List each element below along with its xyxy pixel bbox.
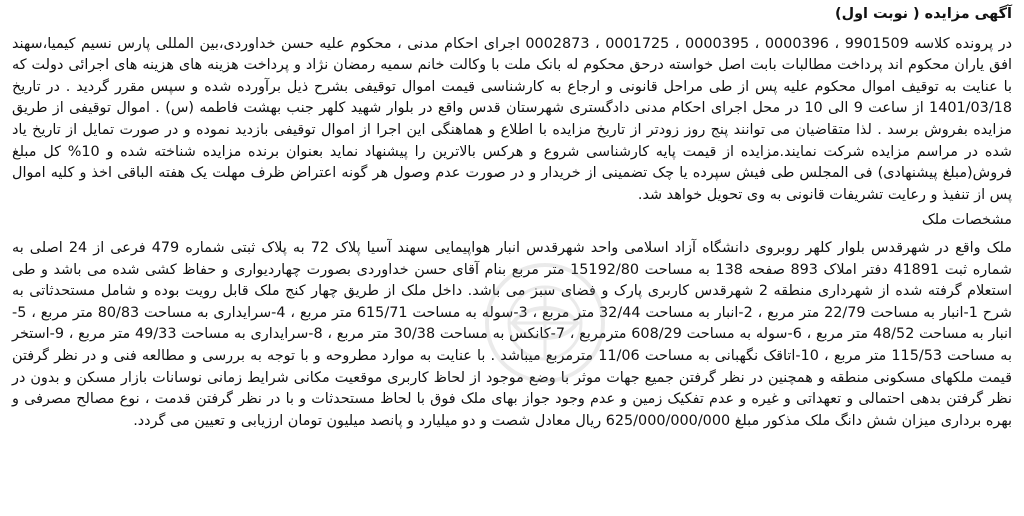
property-specifications-heading: مشخصات ملک [921,212,1012,229]
notice-title: آگهی مزایده ( نوبت اول) [835,6,1012,22]
notice-paragraph-2: ملک واقع در شهرقدس بلوار کلهر روبروی دانشگاه آزاد اسلامی واحد شهرقدس انبار هواپیمایی سهند آسیا پلاک 72 به پلاک ثبتی شماره 479 فرعی از 24 اصلی به شماره ثبت 41891 دفتر املاک 893 صفحه 138 به مساحت 15192/80 متر مربع بنام آقای حسن خداوردی بصورت چهاردیواری و حفاظ کشی شده می باشد و طی استعلام گرفته شده از شهرداری منطقه 2 شهرقدس کاربری پارک و فضای سبز می باشد. داخل ملک از طریق چهار کنج ملک قابل رویت بوده و شامل مستحدثاتی به شرح 1-انبار به مساحت 22/79 متر مربع ، 2-انبار به مساحت 32/44 متر مربع ، 3-سوله به مساحت 615/71 متر مربع ، 4-سرایداری به مساحت 80/83 متر مربع ، 5-انبار به مساحت 48/52 متر مربع ، 6-سوله به مساحت 608/29 مترمربع ، 7-کانکس به مساحت 30/38 متر مربع ، 8-سرایداری به مساحت 49/33 متر مربع ، 9-استخر به مساحت 115/53 متر مربع ، 10-اتاقک نگهبانی به مساحت 11/06 مترمربع میباشد . با عنایت به موارد مطروحه و با توجه به بررسی و مطالعه فنی و در نظر گرفتن قیمت ملکهای مسکونی منطقه و همچنین در نظر گرفتن جمیع جهات موثر با وضع موجود از لحاظ کاربری موقعیت مکانی شرایط زمانی نوسانات بازار مسکن و بدون در نظر گرفتن بدهی احتمالی و تعهداتی و غیره و عدم تفکیک زمین و عدم وجود جواز بهای ملک فوق با لحاظ مستحدثات و با در نظر گرفتن قدمت ، نوع مصالح مصرفی و بهره برداری میزان شش دانگ ملک مذکور مبلغ 625/000/000/000 ریال معادل شصت و دو میلیارد و پانصد میلیون تومان ارزیابی و تعیین می گردد. [12,239,1013,429]
notice-paragraph-1: در پرونده کلاسه 9901509 ، 0000396 ، 0000395 ، 0001725 ، 0002873 اجرای احکام مدنی ، محکوم علیه حسن خداوردی،بین المللی پارس نسیم کیمیا،سهند افق یاران محکوم اند پرداخت مطالبات بابت اصل خواسته درحق محکوم له بانک ملت با وکالت خانم سمیه رمضان نژاد و پرداخت هزینه های هزینه های اجرائی دولت که با عنایت به توقیف اموال محکوم علیه پس از طی مراحل قانونی و ارجاع به کارشناسی قیمت اموال توقیفی بشرح ذیل برآورده شده و سپس مقرر گردید . در تاریخ 1401/03/18 از ساعت 9 الی 10 در محل اجرای احکام مدنی دادگستری شهرستان قدس واقع در بلوار شهید کلهر جنب بهشت فاطمه (س) . اموال توقیفی از طریق مزایده بفروش برسد . لذا متقاضیان می توانند پنج روز زودتر از تاریخ مزایده با اطلاع و هماهنگی این اجرا از اموال توقیفی بازدید نموده و در صورت تمایل از تاریخ یاد شده در مراسم مزایده شرکت نمایند.مزایده از قیمت پایه کارشناسی شروع و هرکس بالاترین را پیشنهاد نماید بعنوان برنده مزایده شناخته شده و 10% کل مبلغ فروش(مبلغ پیشنهادی) فی المجلس طی فیش سپرده یا چک تضمینی از خریدار و در صورت عدم وصول هر گونه اعتراض ظرف مهلت یک هفته الباقی اخذ و کلیه اموال پس از تنفیذ و رعایت تشریفات قانونی به وی تحویل خواهد شد. [12,35,1012,203]
